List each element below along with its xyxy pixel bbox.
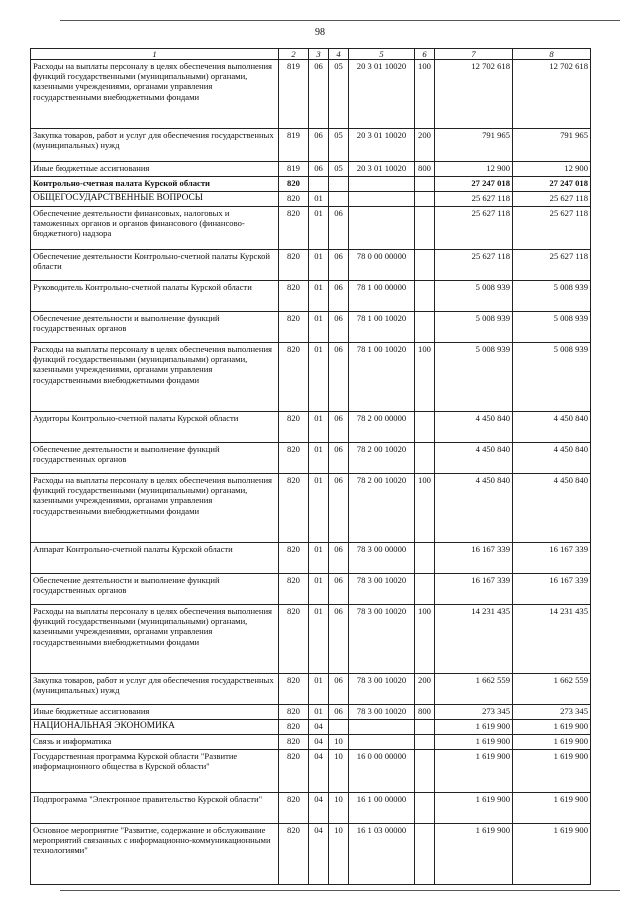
row-grbs-cell: 820	[279, 281, 309, 312]
row-section-cell: 01	[309, 574, 329, 605]
row-sum-2-cell: 791 965	[513, 129, 591, 162]
row-name-cell: Закупка товаров, работ и услуг для обеспечения государственных (муниципальных) нужд	[31, 674, 279, 705]
row-sum-1-cell: 5 008 939	[435, 312, 513, 343]
row-sum-1-cell: 791 965	[435, 129, 513, 162]
row-target-article-cell: 16 1 00 00000	[349, 793, 415, 824]
table-row	[31, 177, 591, 192]
row-section-cell: 01	[309, 474, 329, 543]
table-row	[31, 312, 591, 343]
row-subsection-cell: 05	[329, 60, 349, 129]
row-sum-2-cell: 1 619 900	[513, 824, 591, 885]
row-grbs-cell: 819	[279, 129, 309, 162]
row-subsection-cell: 06	[329, 543, 349, 574]
row-target-article-cell: 20 3 01 10020	[349, 162, 415, 177]
row-subsection-cell	[329, 720, 349, 735]
row-name-cell: Иные бюджетные ассигнования	[31, 162, 279, 177]
row-section-cell: 01	[309, 281, 329, 312]
row-name-cell: Расходы на выплаты персоналу в целях обеспечения выполнения функций государственными (муниципальными) органами, казенными учреждениями, органами управления государственными внебюджетными фондами	[31, 343, 279, 412]
row-section-cell: 04	[309, 824, 329, 885]
row-grbs-cell: 820	[279, 177, 309, 192]
table-row	[31, 343, 591, 412]
row-section-cell: 01	[309, 343, 329, 412]
header-cell-grbs: 2	[279, 49, 309, 60]
row-expense-type-cell: 100	[415, 605, 435, 674]
row-subsection-cell: 06	[329, 474, 349, 543]
row-section-cell: 01	[309, 192, 329, 207]
row-section-cell: 06	[309, 129, 329, 162]
row-expense-type-cell	[415, 793, 435, 824]
row-sum-1-cell: 1 619 900	[435, 720, 513, 735]
budget-table	[30, 48, 591, 885]
table-row	[31, 129, 591, 162]
row-target-article-cell: 78 2 00 00000	[349, 412, 415, 443]
header-cell-section: 3	[309, 49, 329, 60]
row-subsection-cell	[329, 192, 349, 207]
row-grbs-cell: 820	[279, 824, 309, 885]
header-cell-expense-type: 6	[415, 49, 435, 60]
row-sum-1-cell: 12 702 618	[435, 60, 513, 129]
row-subsection-cell: 06	[329, 312, 349, 343]
row-name-cell: Подпрограмма "Электронное правительство Курской области"	[31, 793, 279, 824]
row-name-cell: ОБЩЕГОСУДАРСТВЕННЫЕ ВОПРОСЫ	[31, 192, 279, 207]
row-target-article-cell	[349, 207, 415, 250]
row-expense-type-cell	[415, 250, 435, 281]
table-row	[31, 793, 591, 824]
row-expense-type-cell	[415, 312, 435, 343]
table-row	[31, 824, 591, 885]
row-target-article-cell: 78 3 00 10020	[349, 674, 415, 705]
row-grbs-cell: 820	[279, 735, 309, 750]
bottom-rule	[60, 890, 620, 891]
table-row	[31, 574, 591, 605]
row-name-cell: Расходы на выплаты персоналу в целях обеспечения выполнения функций государственными (муниципальными) органами, казенными учреждениями, органами управления государственными внебюджетными фондами	[31, 605, 279, 674]
row-expense-type-cell: 800	[415, 162, 435, 177]
row-section-cell: 04	[309, 750, 329, 793]
row-name-cell: Обеспечение деятельности финансовых, налоговых и таможенных органов и органов финансового (финансово-бюджетного) надзора	[31, 207, 279, 250]
row-expense-type-cell	[415, 735, 435, 750]
row-target-article-cell: 20 3 01 10020	[349, 60, 415, 129]
row-grbs-cell: 819	[279, 60, 309, 129]
row-sum-2-cell: 4 450 840	[513, 443, 591, 474]
row-sum-2-cell: 25 627 118	[513, 207, 591, 250]
row-target-article-cell: 16 1 03 00000	[349, 824, 415, 885]
row-sum-1-cell: 27 247 018	[435, 177, 513, 192]
row-sum-2-cell: 16 167 339	[513, 543, 591, 574]
row-expense-type-cell	[415, 824, 435, 885]
header-row	[31, 49, 591, 60]
row-sum-2-cell: 1 619 900	[513, 750, 591, 793]
row-grbs-cell: 820	[279, 192, 309, 207]
row-expense-type-cell: 200	[415, 674, 435, 705]
row-section-cell: 06	[309, 162, 329, 177]
row-expense-type-cell: 100	[415, 474, 435, 543]
row-sum-1-cell: 5 008 939	[435, 281, 513, 312]
row-target-article-cell: 16 0 00 00000	[349, 750, 415, 793]
row-expense-type-cell	[415, 412, 435, 443]
row-sum-1-cell: 4 450 840	[435, 474, 513, 543]
table-row	[31, 162, 591, 177]
row-sum-1-cell: 25 627 118	[435, 250, 513, 281]
row-sum-1-cell: 25 627 118	[435, 192, 513, 207]
row-grbs-cell: 820	[279, 343, 309, 412]
row-target-article-cell	[349, 720, 415, 735]
row-subsection-cell: 10	[329, 735, 349, 750]
row-name-cell: Иные бюджетные ассигнования	[31, 705, 279, 720]
row-subsection-cell	[329, 177, 349, 192]
row-subsection-cell: 05	[329, 129, 349, 162]
row-expense-type-cell	[415, 750, 435, 793]
row-sum-2-cell: 5 008 939	[513, 281, 591, 312]
row-sum-1-cell: 1 619 900	[435, 750, 513, 793]
row-sum-1-cell: 16 167 339	[435, 543, 513, 574]
row-sum-1-cell: 25 627 118	[435, 207, 513, 250]
table-row	[31, 207, 591, 250]
row-sum-2-cell: 273 345	[513, 705, 591, 720]
row-expense-type-cell	[415, 281, 435, 312]
row-expense-type-cell: 800	[415, 705, 435, 720]
row-expense-type-cell	[415, 443, 435, 474]
row-name-cell: Государственная программа Курской области "Развитие информационного общества в Курской области"	[31, 750, 279, 793]
row-subsection-cell: 06	[329, 412, 349, 443]
header-cell-sum-1: 7	[435, 49, 513, 60]
table-row	[31, 474, 591, 543]
row-subsection-cell: 06	[329, 605, 349, 674]
row-grbs-cell: 820	[279, 793, 309, 824]
row-subsection-cell: 06	[329, 574, 349, 605]
row-subsection-cell: 06	[329, 443, 349, 474]
row-sum-1-cell: 1 619 900	[435, 793, 513, 824]
row-name-cell: Контрольно-счетная палата Курской области	[31, 177, 279, 192]
row-grbs-cell: 820	[279, 574, 309, 605]
row-sum-2-cell: 1 619 900	[513, 720, 591, 735]
row-target-article-cell: 78 3 00 10020	[349, 705, 415, 720]
row-grbs-cell: 820	[279, 705, 309, 720]
row-sum-2-cell: 1 619 900	[513, 793, 591, 824]
row-name-cell: Аудиторы Контрольно-счетной палаты Курской области	[31, 412, 279, 443]
row-sum-2-cell: 1 619 900	[513, 735, 591, 750]
row-section-cell: 04	[309, 720, 329, 735]
row-name-cell: Обеспечение деятельности и выполнение функций государственных органов	[31, 574, 279, 605]
row-sum-1-cell: 14 231 435	[435, 605, 513, 674]
row-sum-2-cell: 5 008 939	[513, 343, 591, 412]
row-sum-1-cell: 16 167 339	[435, 574, 513, 605]
row-subsection-cell: 06	[329, 674, 349, 705]
row-target-article-cell: 78 1 00 00000	[349, 281, 415, 312]
row-target-article-cell: 20 3 01 10020	[349, 129, 415, 162]
row-grbs-cell: 820	[279, 250, 309, 281]
table-row	[31, 412, 591, 443]
row-name-cell: Обеспечение деятельности и выполнение функций государственных органов	[31, 312, 279, 343]
row-expense-type-cell	[415, 177, 435, 192]
row-target-article-cell: 78 2 00 10020	[349, 474, 415, 543]
row-sum-1-cell: 4 450 840	[435, 443, 513, 474]
row-section-cell: 01	[309, 543, 329, 574]
table-row	[31, 735, 591, 750]
row-name-cell: Аппарат Контрольно-счетной палаты Курской области	[31, 543, 279, 574]
table-row	[31, 543, 591, 574]
row-expense-type-cell	[415, 192, 435, 207]
row-name-cell: Основное мероприятие "Развитие, содержание и обслуживание мероприятий связанных с информационно-коммуникационными технологиями"	[31, 824, 279, 885]
row-name-cell: Руководитель Контрольно-счетной палаты Курской области	[31, 281, 279, 312]
table-row	[31, 705, 591, 720]
row-subsection-cell: 10	[329, 824, 349, 885]
row-name-cell: Обеспечение деятельности Контрольно-счетной палаты Курской области	[31, 250, 279, 281]
row-grbs-cell: 820	[279, 207, 309, 250]
row-subsection-cell: 06	[329, 343, 349, 412]
row-target-article-cell	[349, 177, 415, 192]
table-row	[31, 281, 591, 312]
row-target-article-cell	[349, 192, 415, 207]
row-sum-1-cell: 1 619 900	[435, 824, 513, 885]
row-section-cell: 01	[309, 674, 329, 705]
table-row	[31, 250, 591, 281]
row-section-cell: 04	[309, 793, 329, 824]
row-grbs-cell: 820	[279, 750, 309, 793]
row-target-article-cell: 78 1 00 10020	[349, 312, 415, 343]
row-subsection-cell: 06	[329, 207, 349, 250]
row-section-cell: 01	[309, 605, 329, 674]
row-sum-1-cell: 1 662 559	[435, 674, 513, 705]
row-expense-type-cell: 100	[415, 343, 435, 412]
row-target-article-cell: 78 3 00 00000	[349, 543, 415, 574]
row-grbs-cell: 820	[279, 674, 309, 705]
row-sum-2-cell: 1 662 559	[513, 674, 591, 705]
row-grbs-cell: 820	[279, 443, 309, 474]
row-grbs-cell: 819	[279, 162, 309, 177]
row-sum-1-cell: 273 345	[435, 705, 513, 720]
row-section-cell: 01	[309, 312, 329, 343]
table-row	[31, 720, 591, 735]
row-expense-type-cell	[415, 720, 435, 735]
row-target-article-cell	[349, 735, 415, 750]
page-number: 98	[315, 27, 325, 38]
row-name-cell: Расходы на выплаты персоналу в целях обеспечения выполнения функций государственными (муниципальными) органами, казенными учреждениями, органами управления государственными внебюджетными фондами	[31, 60, 279, 129]
row-section-cell: 04	[309, 735, 329, 750]
row-sum-1-cell: 1 619 900	[435, 735, 513, 750]
row-target-article-cell: 78 3 00 10020	[349, 605, 415, 674]
row-subsection-cell: 05	[329, 162, 349, 177]
table-row	[31, 750, 591, 793]
header-cell-target-article: 5	[349, 49, 415, 60]
table-row	[31, 674, 591, 705]
row-expense-type-cell	[415, 543, 435, 574]
row-target-article-cell: 78 0 00 00000	[349, 250, 415, 281]
row-target-article-cell: 78 2 00 10020	[349, 443, 415, 474]
row-sum-2-cell: 5 008 939	[513, 312, 591, 343]
row-expense-type-cell: 200	[415, 129, 435, 162]
header-cell-subsection: 4	[329, 49, 349, 60]
row-sum-1-cell: 4 450 840	[435, 412, 513, 443]
row-sum-2-cell: 12 702 618	[513, 60, 591, 129]
row-section-cell: 01	[309, 705, 329, 720]
row-name-cell: Связь и информатика	[31, 735, 279, 750]
row-expense-type-cell: 100	[415, 60, 435, 129]
header-cell-name: 1	[31, 49, 279, 60]
row-target-article-cell: 78 3 00 10020	[349, 574, 415, 605]
row-sum-2-cell: 25 627 118	[513, 192, 591, 207]
row-sum-2-cell: 27 247 018	[513, 177, 591, 192]
row-section-cell: 01	[309, 412, 329, 443]
row-sum-2-cell: 14 231 435	[513, 605, 591, 674]
row-section-cell: 06	[309, 60, 329, 129]
table-row	[31, 60, 591, 129]
row-grbs-cell: 820	[279, 474, 309, 543]
row-grbs-cell: 820	[279, 412, 309, 443]
row-section-cell: 01	[309, 443, 329, 474]
row-target-article-cell: 78 1 00 10020	[349, 343, 415, 412]
row-name-cell: Расходы на выплаты персоналу в целях обеспечения выполнения функций государственными (муниципальными) органами, казенными учреждениями, органами управления государственными внебюджетными фондами	[31, 474, 279, 543]
row-subsection-cell: 10	[329, 750, 349, 793]
row-sum-1-cell: 12 900	[435, 162, 513, 177]
row-sum-1-cell: 5 008 939	[435, 343, 513, 412]
row-section-cell: 01	[309, 250, 329, 281]
row-name-cell: Обеспечение деятельности и выполнение функций государственных органов	[31, 443, 279, 474]
header-cell-sum-2: 8	[513, 49, 591, 60]
row-sum-2-cell: 16 167 339	[513, 574, 591, 605]
row-subsection-cell: 10	[329, 793, 349, 824]
row-grbs-cell: 820	[279, 312, 309, 343]
row-grbs-cell: 820	[279, 605, 309, 674]
row-subsection-cell: 06	[329, 250, 349, 281]
row-expense-type-cell	[415, 207, 435, 250]
table-row	[31, 192, 591, 207]
row-sum-2-cell: 4 450 840	[513, 412, 591, 443]
row-subsection-cell: 06	[329, 281, 349, 312]
top-rule	[60, 20, 620, 21]
row-sum-2-cell: 4 450 840	[513, 474, 591, 543]
row-name-cell: НАЦИОНАЛЬНАЯ ЭКОНОМИКА	[31, 720, 279, 735]
table-row	[31, 443, 591, 474]
row-subsection-cell: 06	[329, 705, 349, 720]
row-grbs-cell: 820	[279, 720, 309, 735]
row-grbs-cell: 820	[279, 543, 309, 574]
row-sum-2-cell: 12 900	[513, 162, 591, 177]
row-section-cell: 01	[309, 207, 329, 250]
row-sum-2-cell: 25 627 118	[513, 250, 591, 281]
row-section-cell	[309, 177, 329, 192]
row-name-cell: Закупка товаров, работ и услуг для обеспечения государственных (муниципальных) нужд	[31, 129, 279, 162]
table-row	[31, 605, 591, 674]
row-expense-type-cell	[415, 574, 435, 605]
